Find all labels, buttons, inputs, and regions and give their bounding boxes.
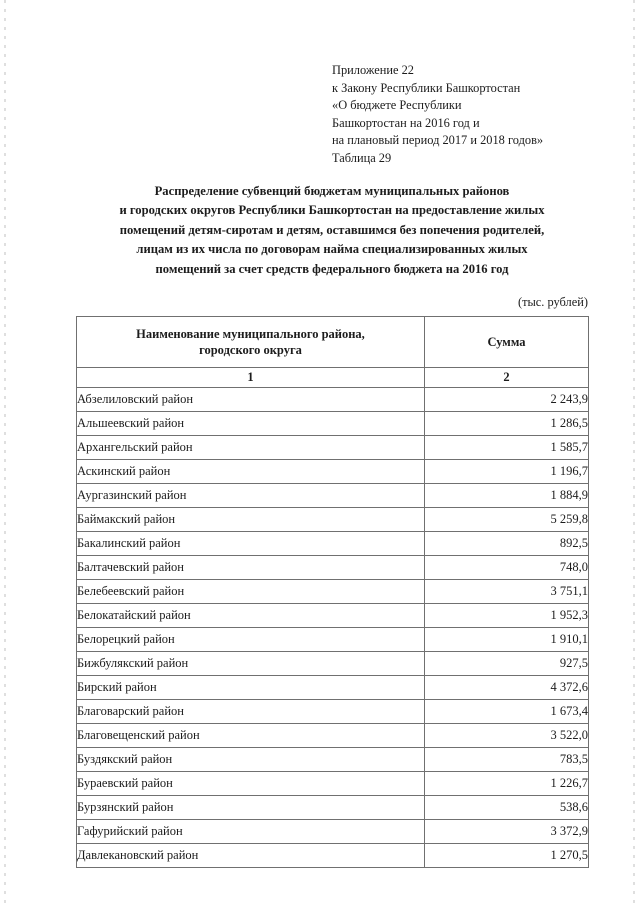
amount-cell: 892,5 (425, 532, 589, 556)
amount-cell: 3 522,0 (425, 724, 589, 748)
appendix-line-2: к Закону Республики Башкортостан (332, 80, 521, 95)
municipality-name-cell: Бурзянский район (77, 796, 425, 820)
table-row (77, 580, 589, 604)
table-row (77, 748, 589, 772)
amount-cell: 3 372,9 (425, 820, 589, 844)
amount-cell: 1 585,7 (425, 436, 589, 460)
municipality-name-cell: Благовещенский район (77, 724, 425, 748)
budget-table (76, 316, 589, 868)
amount-cell: 5 259,8 (425, 508, 589, 532)
budget-table-body (77, 388, 589, 868)
amount-cell: 748,0 (425, 556, 589, 580)
table-row (77, 772, 589, 796)
municipality-name-cell: Белебеевский район (77, 580, 425, 604)
municipality-name-cell: Балтачевский район (77, 556, 425, 580)
appendix-line-4: Башкортостан на 2016 год и (332, 115, 480, 130)
table-row (77, 556, 589, 580)
amount-cell: 1 286,5 (425, 412, 589, 436)
municipality-name-cell: Бижбулякский район (77, 652, 425, 676)
amount-cell: 1 673,4 (425, 700, 589, 724)
table-row (77, 700, 589, 724)
amount-cell: 1 226,7 (425, 772, 589, 796)
municipality-name-cell: Архангельский район (77, 436, 425, 460)
appendix-reference-block (332, 62, 612, 168)
amount-cell: 1 884,9 (425, 484, 589, 508)
page-title-line-4: лицам из их числа по договорам найма специализированных жилых (136, 242, 528, 257)
appendix-line-3: «О бюджете Республики (332, 98, 462, 113)
municipality-name-cell: Баймакский район (77, 508, 425, 532)
municipality-name-cell: Аургазинский район (77, 484, 425, 508)
table-header-row (77, 317, 589, 368)
amount-cell: 927,5 (425, 652, 589, 676)
table-row (77, 388, 589, 412)
column-number-2: 2 (425, 368, 589, 388)
municipality-name-cell: Бураевский район (77, 772, 425, 796)
column-header-municipality-line-1: Наименование муниципального района, (136, 326, 365, 341)
amount-cell: 1 196,7 (425, 460, 589, 484)
table-row (77, 724, 589, 748)
table-row (77, 628, 589, 652)
table-row (77, 508, 589, 532)
column-header-municipality-line-2: городского округа (199, 343, 302, 357)
table-row (77, 676, 589, 700)
table-row (77, 460, 589, 484)
table-row (77, 844, 589, 868)
municipality-name-cell: Белокатайский район (77, 604, 425, 628)
budget-table-container (76, 316, 588, 868)
amount-cell: 538,6 (425, 796, 589, 820)
table-row (77, 604, 589, 628)
appendix-line-1: Приложение 22 (332, 63, 414, 77)
units-note: (тыс. рублей) (517, 295, 588, 309)
table-row (77, 532, 589, 556)
municipality-name-cell: Абзелиловский район (77, 388, 425, 412)
amount-cell: 1 910,1 (425, 628, 589, 652)
municipality-name-cell: Бакалинский район (77, 532, 425, 556)
table-row (77, 412, 589, 436)
amount-cell: 4 372,6 (425, 676, 589, 700)
municipality-name-cell: Благоварский район (77, 700, 425, 724)
municipality-name-cell: Гафурийский район (77, 820, 425, 844)
amount-cell: 3 751,1 (425, 580, 589, 604)
column-number-1: 1 (77, 368, 425, 388)
page-title-line-3: помещений детям-сиротам и детям, оставшимся без попечения родителей, (119, 222, 545, 237)
municipality-name-cell: Давлекановский район (77, 844, 425, 868)
municipality-name-cell: Белорецкий район (77, 628, 425, 652)
table-row (77, 820, 589, 844)
page-title (76, 182, 588, 279)
table-row (77, 652, 589, 676)
page-title-line-1: Распределение субвенций бюджетам муниципальных районов (154, 184, 510, 198)
municipality-name-cell: Буздякский район (77, 748, 425, 772)
column-header-municipality (77, 317, 425, 368)
appendix-line-5: на плановый период 2017 и 2018 годов» (332, 133, 544, 148)
municipality-name-cell: Бирский район (77, 676, 425, 700)
table-row (77, 796, 589, 820)
municipality-name-cell: Альшеевский район (77, 412, 425, 436)
amount-cell: 1 270,5 (425, 844, 589, 868)
column-header-sum: Сумма (425, 317, 589, 368)
table-row (77, 484, 589, 508)
municipality-name-cell: Аскинский район (77, 460, 425, 484)
amount-cell: 783,5 (425, 748, 589, 772)
appendix-table-number: Таблица 29 (332, 150, 392, 165)
page-title-line-2: и городских округов Республики Башкортостан на предоставление жилых (119, 203, 545, 218)
table-row (77, 436, 589, 460)
page-title-line-5: помещений за счет средств федерального бюджета на 2016 год (155, 261, 509, 276)
table-column-number-row (77, 368, 589, 388)
amount-cell: 2 243,9 (425, 388, 589, 412)
amount-cell: 1 952,3 (425, 604, 589, 628)
